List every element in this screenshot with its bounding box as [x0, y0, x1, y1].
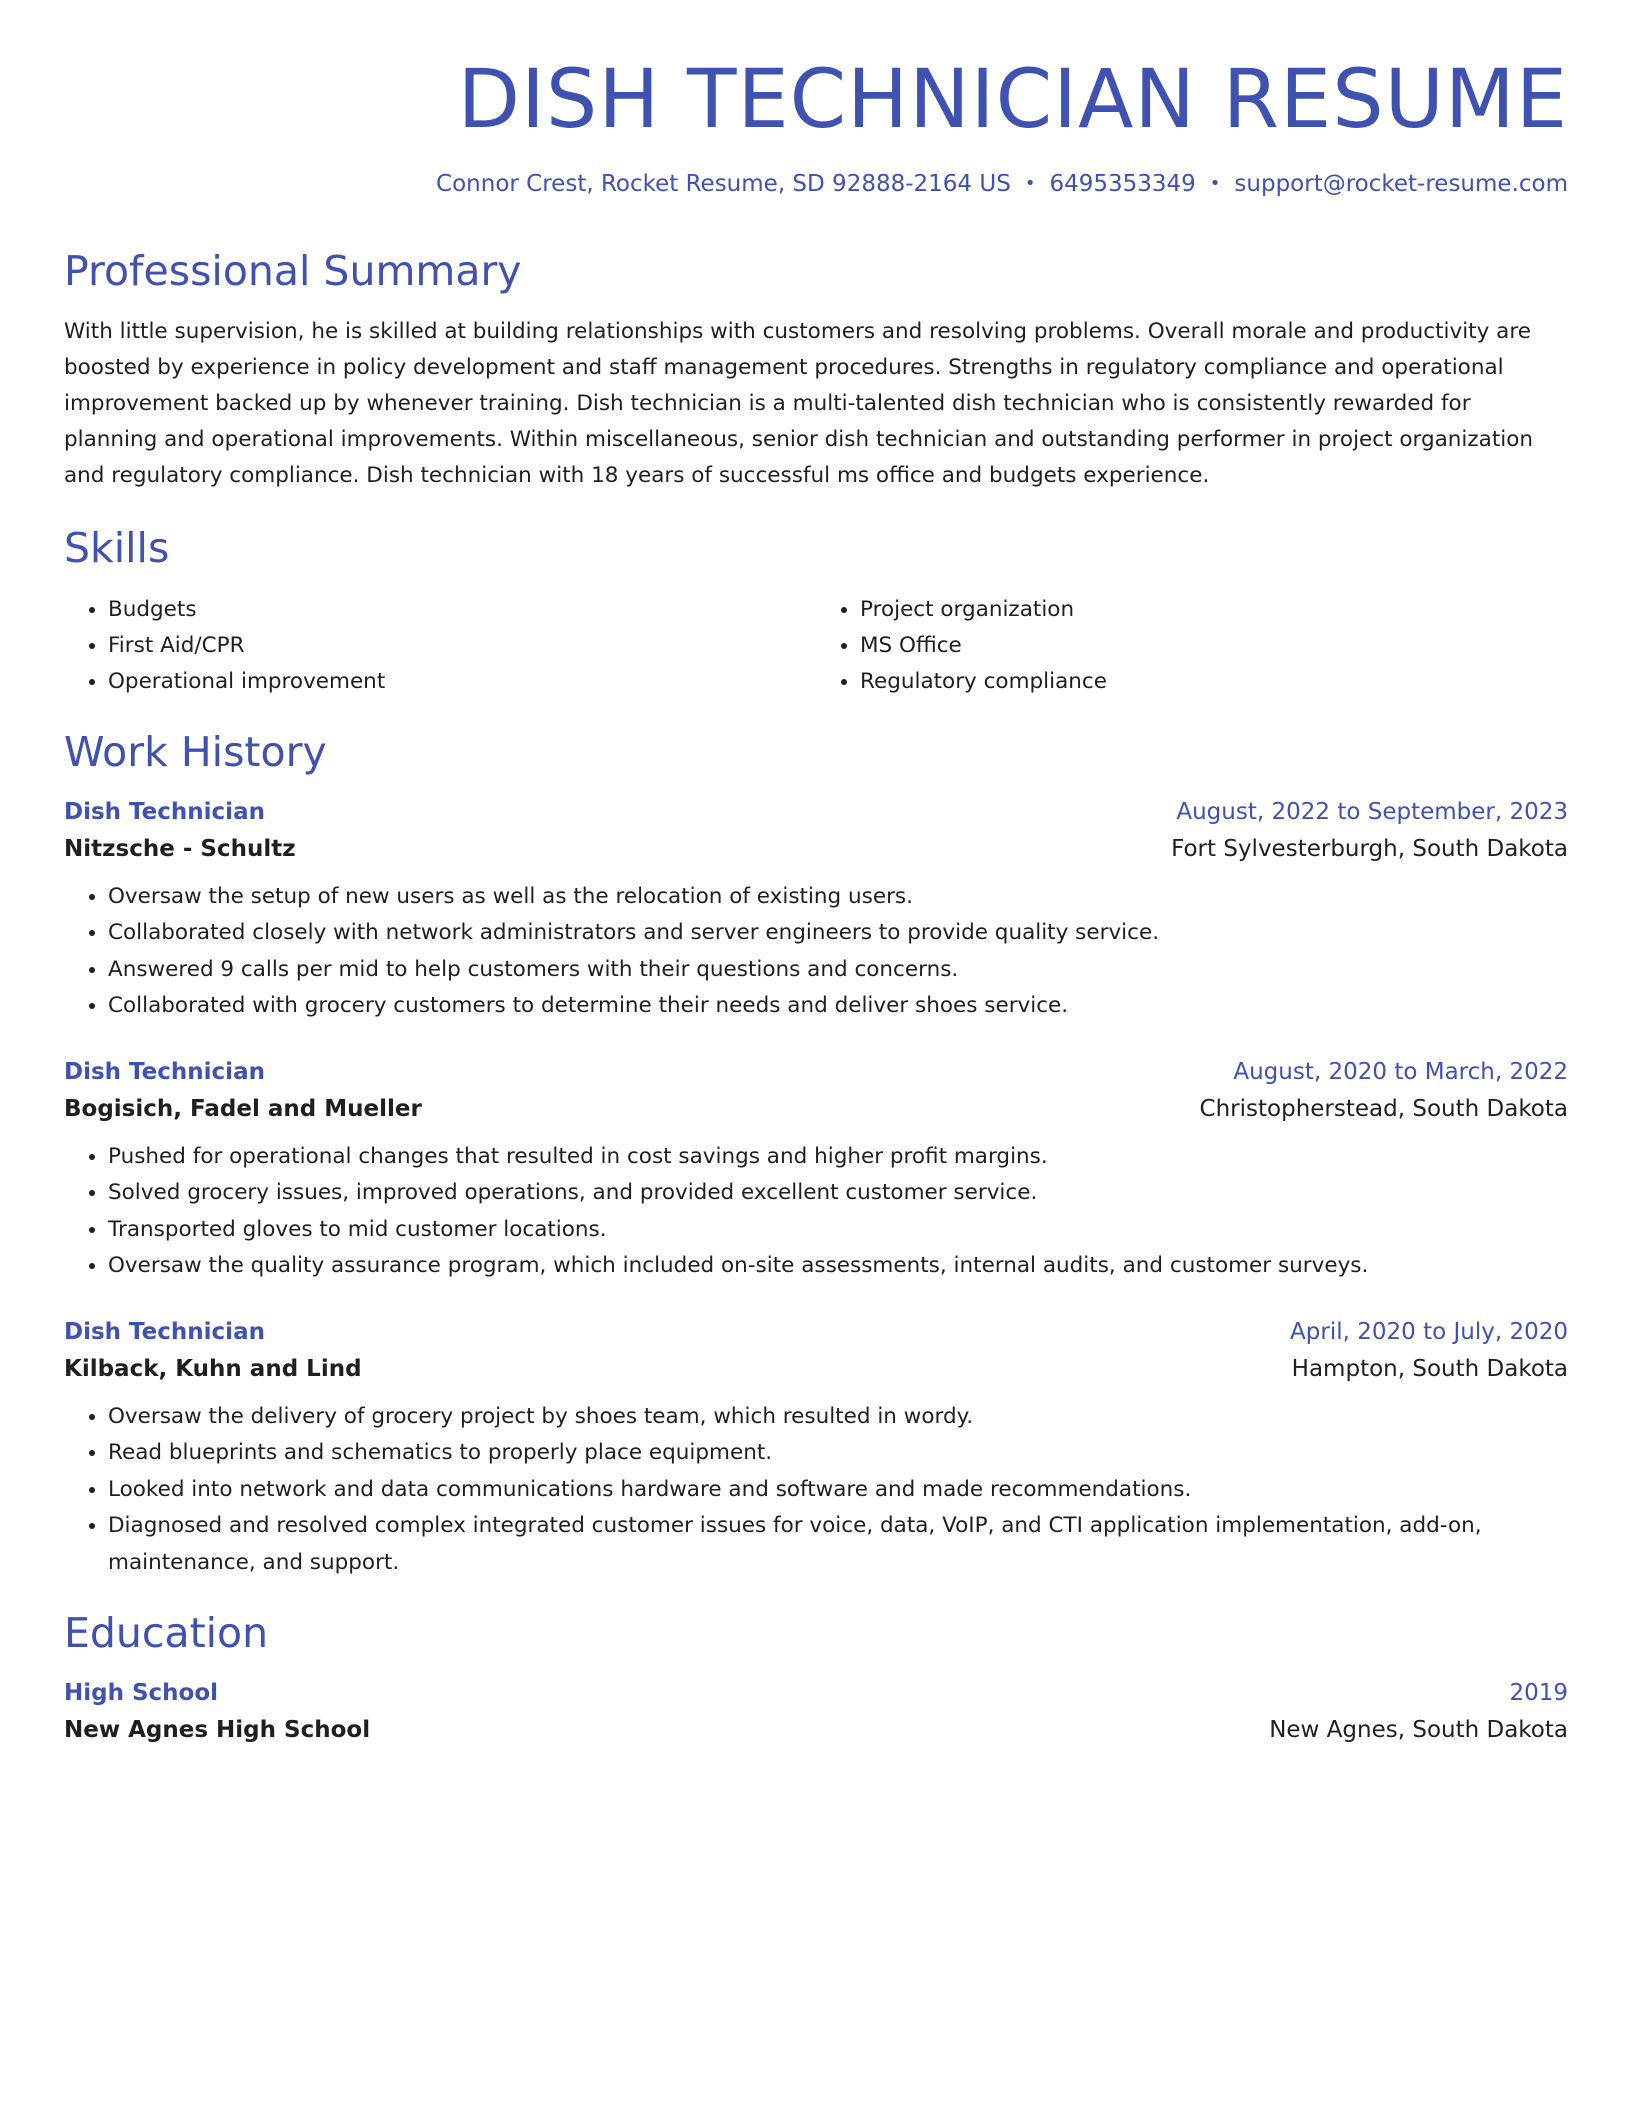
contact-phone: 6495353349	[1049, 171, 1196, 198]
work-history-section	[64, 728, 1568, 1582]
job-dates: April, 2020 to July, 2020	[1290, 1318, 1568, 1345]
job-bullet: • Oversaw the setup of new users as well as the relocation of existing users.	[108, 879, 1568, 916]
skill-item: • MS Office	[860, 628, 1568, 664]
job-entry	[64, 1055, 1568, 1285]
job-title: Dish Technician	[64, 1318, 265, 1345]
job-title: Dish Technician	[64, 1058, 265, 1085]
skills-column-right	[816, 592, 1568, 700]
job-bullet: • Collaborated closely with network administrators and server engineers to provide quality service.	[108, 915, 1568, 952]
section-heading: Professional Summary	[64, 247, 522, 296]
job-company-row	[64, 1349, 1568, 1389]
skills-column-left	[64, 592, 816, 700]
contact-separator: •	[1024, 173, 1036, 195]
professional-summary-section	[64, 247, 1568, 494]
skill-item: • Operational improvement	[108, 664, 816, 700]
resume-title: DISH TECHNICIAN RESUME	[457, 53, 1568, 147]
job-bullet: • Transported gloves to mid customer locations.	[108, 1212, 1568, 1249]
job-bullet: • Looked into network and data communications hardware and software and made recommendations.	[108, 1472, 1568, 1509]
education-section	[64, 1609, 1568, 1750]
contact-line	[64, 171, 1568, 197]
job-location: Hampton, South Dakota	[1291, 1355, 1568, 1382]
job-company: Kilback, Kuhn and Lind	[64, 1355, 362, 1382]
skills-section	[64, 524, 1568, 699]
job-bullet: • Answered 9 calls per mid to help customers with their questions and concerns.	[108, 952, 1568, 989]
education-school: New Agnes High School	[64, 1717, 371, 1744]
job-company: Bogisich, Fadel and Mueller	[64, 1095, 422, 1122]
job-company-row	[64, 829, 1568, 869]
contact-address: Connor Crest, Rocket Resume, SD 92888-2164 US	[436, 171, 1011, 198]
job-bullets	[64, 879, 1568, 1025]
resume-header	[64, 54, 1568, 197]
job-bullet: • Solved grocery issues, improved operations, and provided excellent customer service.	[108, 1175, 1568, 1212]
job-location: Fort Sylvesterburgh, South Dakota	[1171, 835, 1568, 862]
job-title-row	[64, 1055, 1568, 1089]
job-bullet: • Oversaw the quality assurance program, which included on-site assessments, internal audits, and customer surveys.	[108, 1248, 1568, 1285]
job-location: Christopherstead, South Dakota	[1199, 1095, 1568, 1122]
education-year: 2019	[1509, 1680, 1568, 1707]
job-company-row	[64, 1089, 1568, 1129]
job-title: Dish Technician	[64, 798, 265, 825]
contact-email: support@rocket-resume.com	[1234, 171, 1568, 198]
job-dates: August, 2022 to September, 2023	[1176, 798, 1568, 825]
job-bullets	[64, 1399, 1568, 1582]
summary-text: With little supervision, he is skilled at building relationships with customers and resolving problems. Overall morale and productivity are boosted by experience in policy development and staff management procedures. Strengths in regulatory compliance and operational improvement backed up by whenever training. Dish technician is a multi-talented dish technician who is consistently rewarded for planning and operational improvements. Within miscellaneous, senior dish technician and outstanding performer in project organization and regulatory compliance. Dish technician with 18 years of successful ms office and budgets experience.	[64, 319, 1534, 489]
job-bullet: • Collaborated with grocery customers to determine their needs and deliver shoes service.	[108, 988, 1568, 1025]
education-school-row	[64, 1710, 1568, 1750]
section-heading: Work History	[64, 727, 327, 776]
skills-grid	[64, 592, 1568, 700]
job-bullet: • Read blueprints and schematics to properly place equipment.	[108, 1435, 1568, 1472]
skill-item: • Budgets	[108, 592, 816, 628]
job-entry	[64, 1315, 1568, 1582]
skill-item: • Regulatory compliance	[860, 664, 1568, 700]
skill-item: • Project organization	[860, 592, 1568, 628]
job-dates: August, 2020 to March, 2022	[1233, 1058, 1568, 1085]
section-heading: Skills	[64, 524, 170, 573]
job-bullet: • Oversaw the delivery of grocery project by shoes team, which resulted in wordy.	[108, 1399, 1568, 1436]
job-bullet: • Pushed for operational changes that resulted in cost savings and higher profit margins.	[108, 1139, 1568, 1176]
section-heading: Education	[64, 1609, 269, 1658]
skill-item: • First Aid/CPR	[108, 628, 816, 664]
job-company: Nitzsche - Schultz	[64, 835, 296, 862]
job-title-row	[64, 1315, 1568, 1349]
education-location: New Agnes, South Dakota	[1269, 1717, 1568, 1744]
contact-separator: •	[1209, 173, 1221, 195]
job-entry	[64, 795, 1568, 1025]
education-degree: High School	[64, 1680, 219, 1707]
job-bullets	[64, 1139, 1568, 1285]
education-degree-row	[64, 1676, 1568, 1710]
job-title-row	[64, 795, 1568, 829]
job-bullet: • Diagnosed and resolved complex integrated customer issues for voice, data, VoIP, and CTI application implementation, add-on, maintenance, and support.	[108, 1508, 1568, 1581]
